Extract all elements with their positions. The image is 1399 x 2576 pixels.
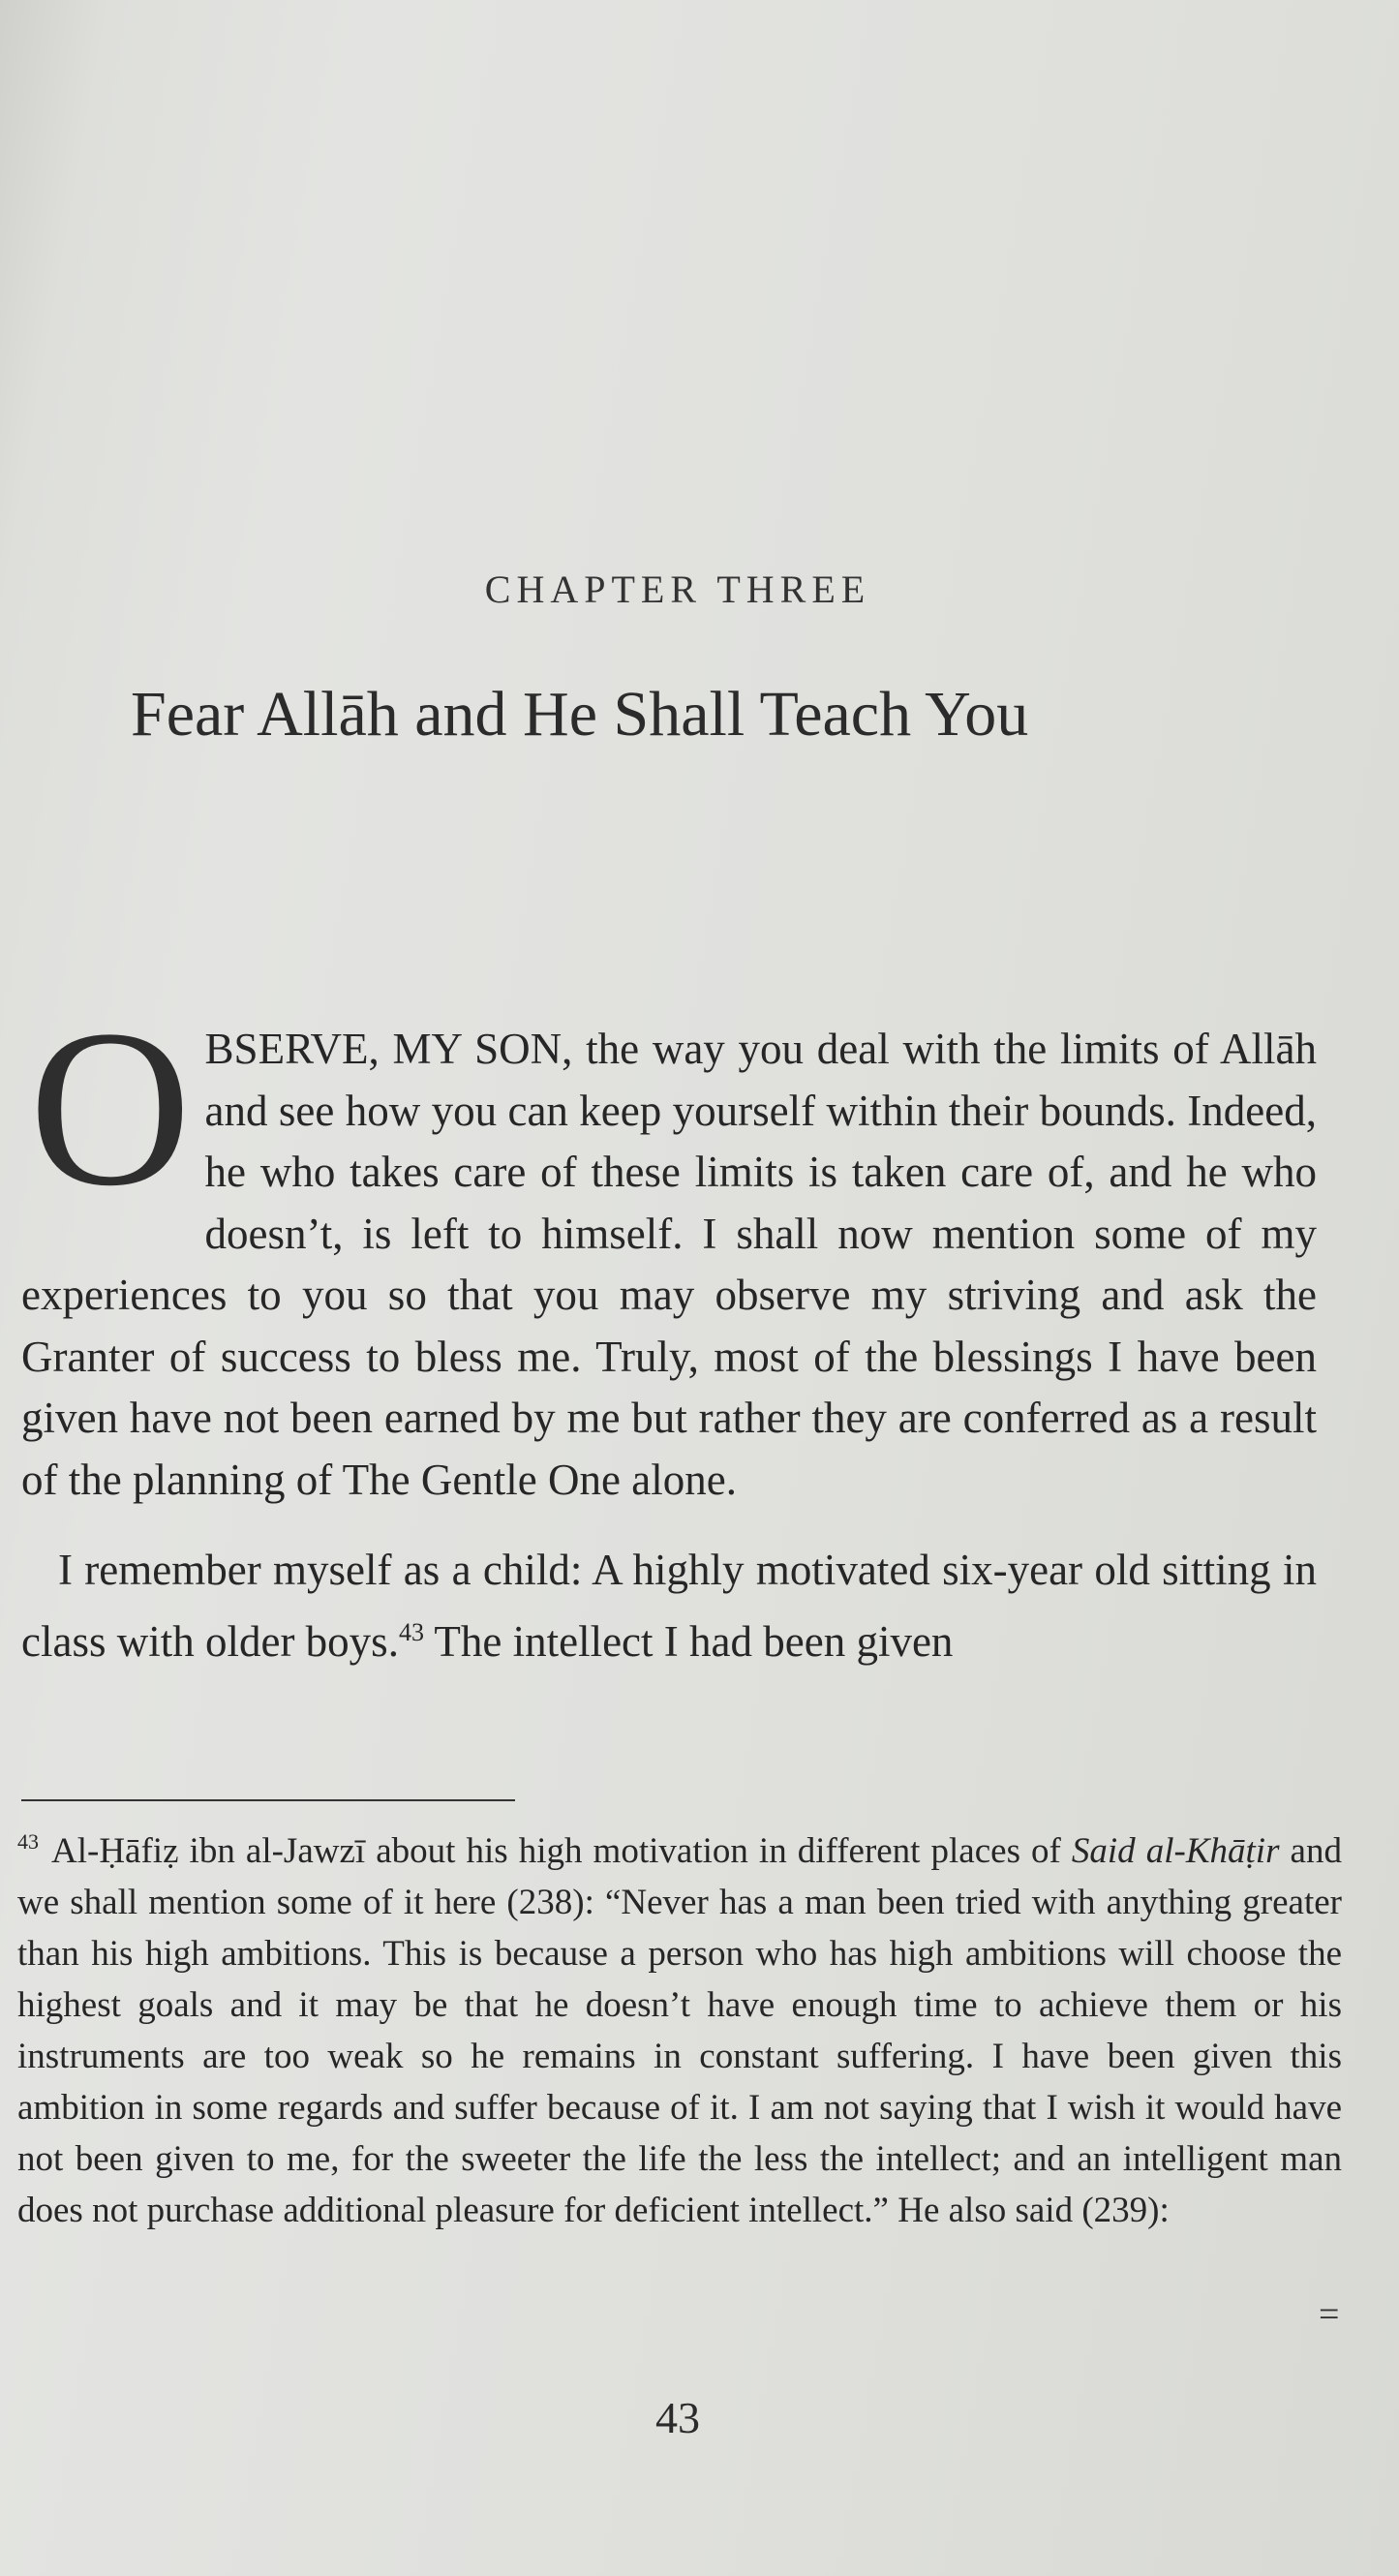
chapter-label: CHAPTER THREE <box>484 567 871 611</box>
footnote-divider <box>21 1799 515 1801</box>
paragraph-1 <box>21 984 1317 1511</box>
chapter-title: Fear Allāh and He Shall Teach You <box>131 679 1029 750</box>
footnote-text-1: Al-Ḥāfiẓ ibn al-Jawzī about his high motivation in different places of <box>43 1831 1072 1871</box>
footnote-reference: 43 <box>398 1617 424 1646</box>
body-text <box>21 984 1317 1672</box>
page-number: 43 <box>655 2393 700 2442</box>
continuation-mark: = <box>1319 2294 1340 2335</box>
paragraph-2 <box>21 1540 1317 1672</box>
paragraph-1-text: the way you deal with the limits of Allāh and see how you can keep yourself within their bounds. Indeed, he who takes care of these limits is taken care of, and he who doesn’t, is left to himself. I shall now mention some of my experiences to you so that you may observe my striving and ask the Granter of success to bless me. Truly, most of the blessings I have been given have not been earned by me but rather they are conferred as a result of the planning of The Gentle One alone. <box>21 1025 1317 1504</box>
paragraph-2-text: I remember myself as a child: A highly motivated six-year old sitting in class with older boys. <box>21 1546 1317 1666</box>
footnote <box>17 1816 1342 2236</box>
paragraph-2-tail: The intellect I had been given <box>423 1616 954 1666</box>
footnote-number: 43 <box>17 1829 39 1854</box>
footnote-book-title: Said al-Khāṭir <box>1071 1831 1280 1871</box>
footnote-text-2: and we shall mention some of it here (238): “Never has a man been tried with anything greater than his high ambitions. This is because a person who has high ambitions will choose the highest goals and it may be that he doesn’t have enough time to achieve them or his instruments are too weak so he remains in constant suffering. I have been given this ambition in some regards and suffer because of it. I am not saying that I wish it would have not been given to me, for the sweeter the life the less the intellect; and an intelligent man does not purchase additional pleasure for deficient intellect.” He also said (239): <box>17 1831 1342 2230</box>
paragraph-1-lead: BSERVE, MY SON, <box>204 1025 573 1073</box>
drop-cap: O <box>29 984 192 1233</box>
